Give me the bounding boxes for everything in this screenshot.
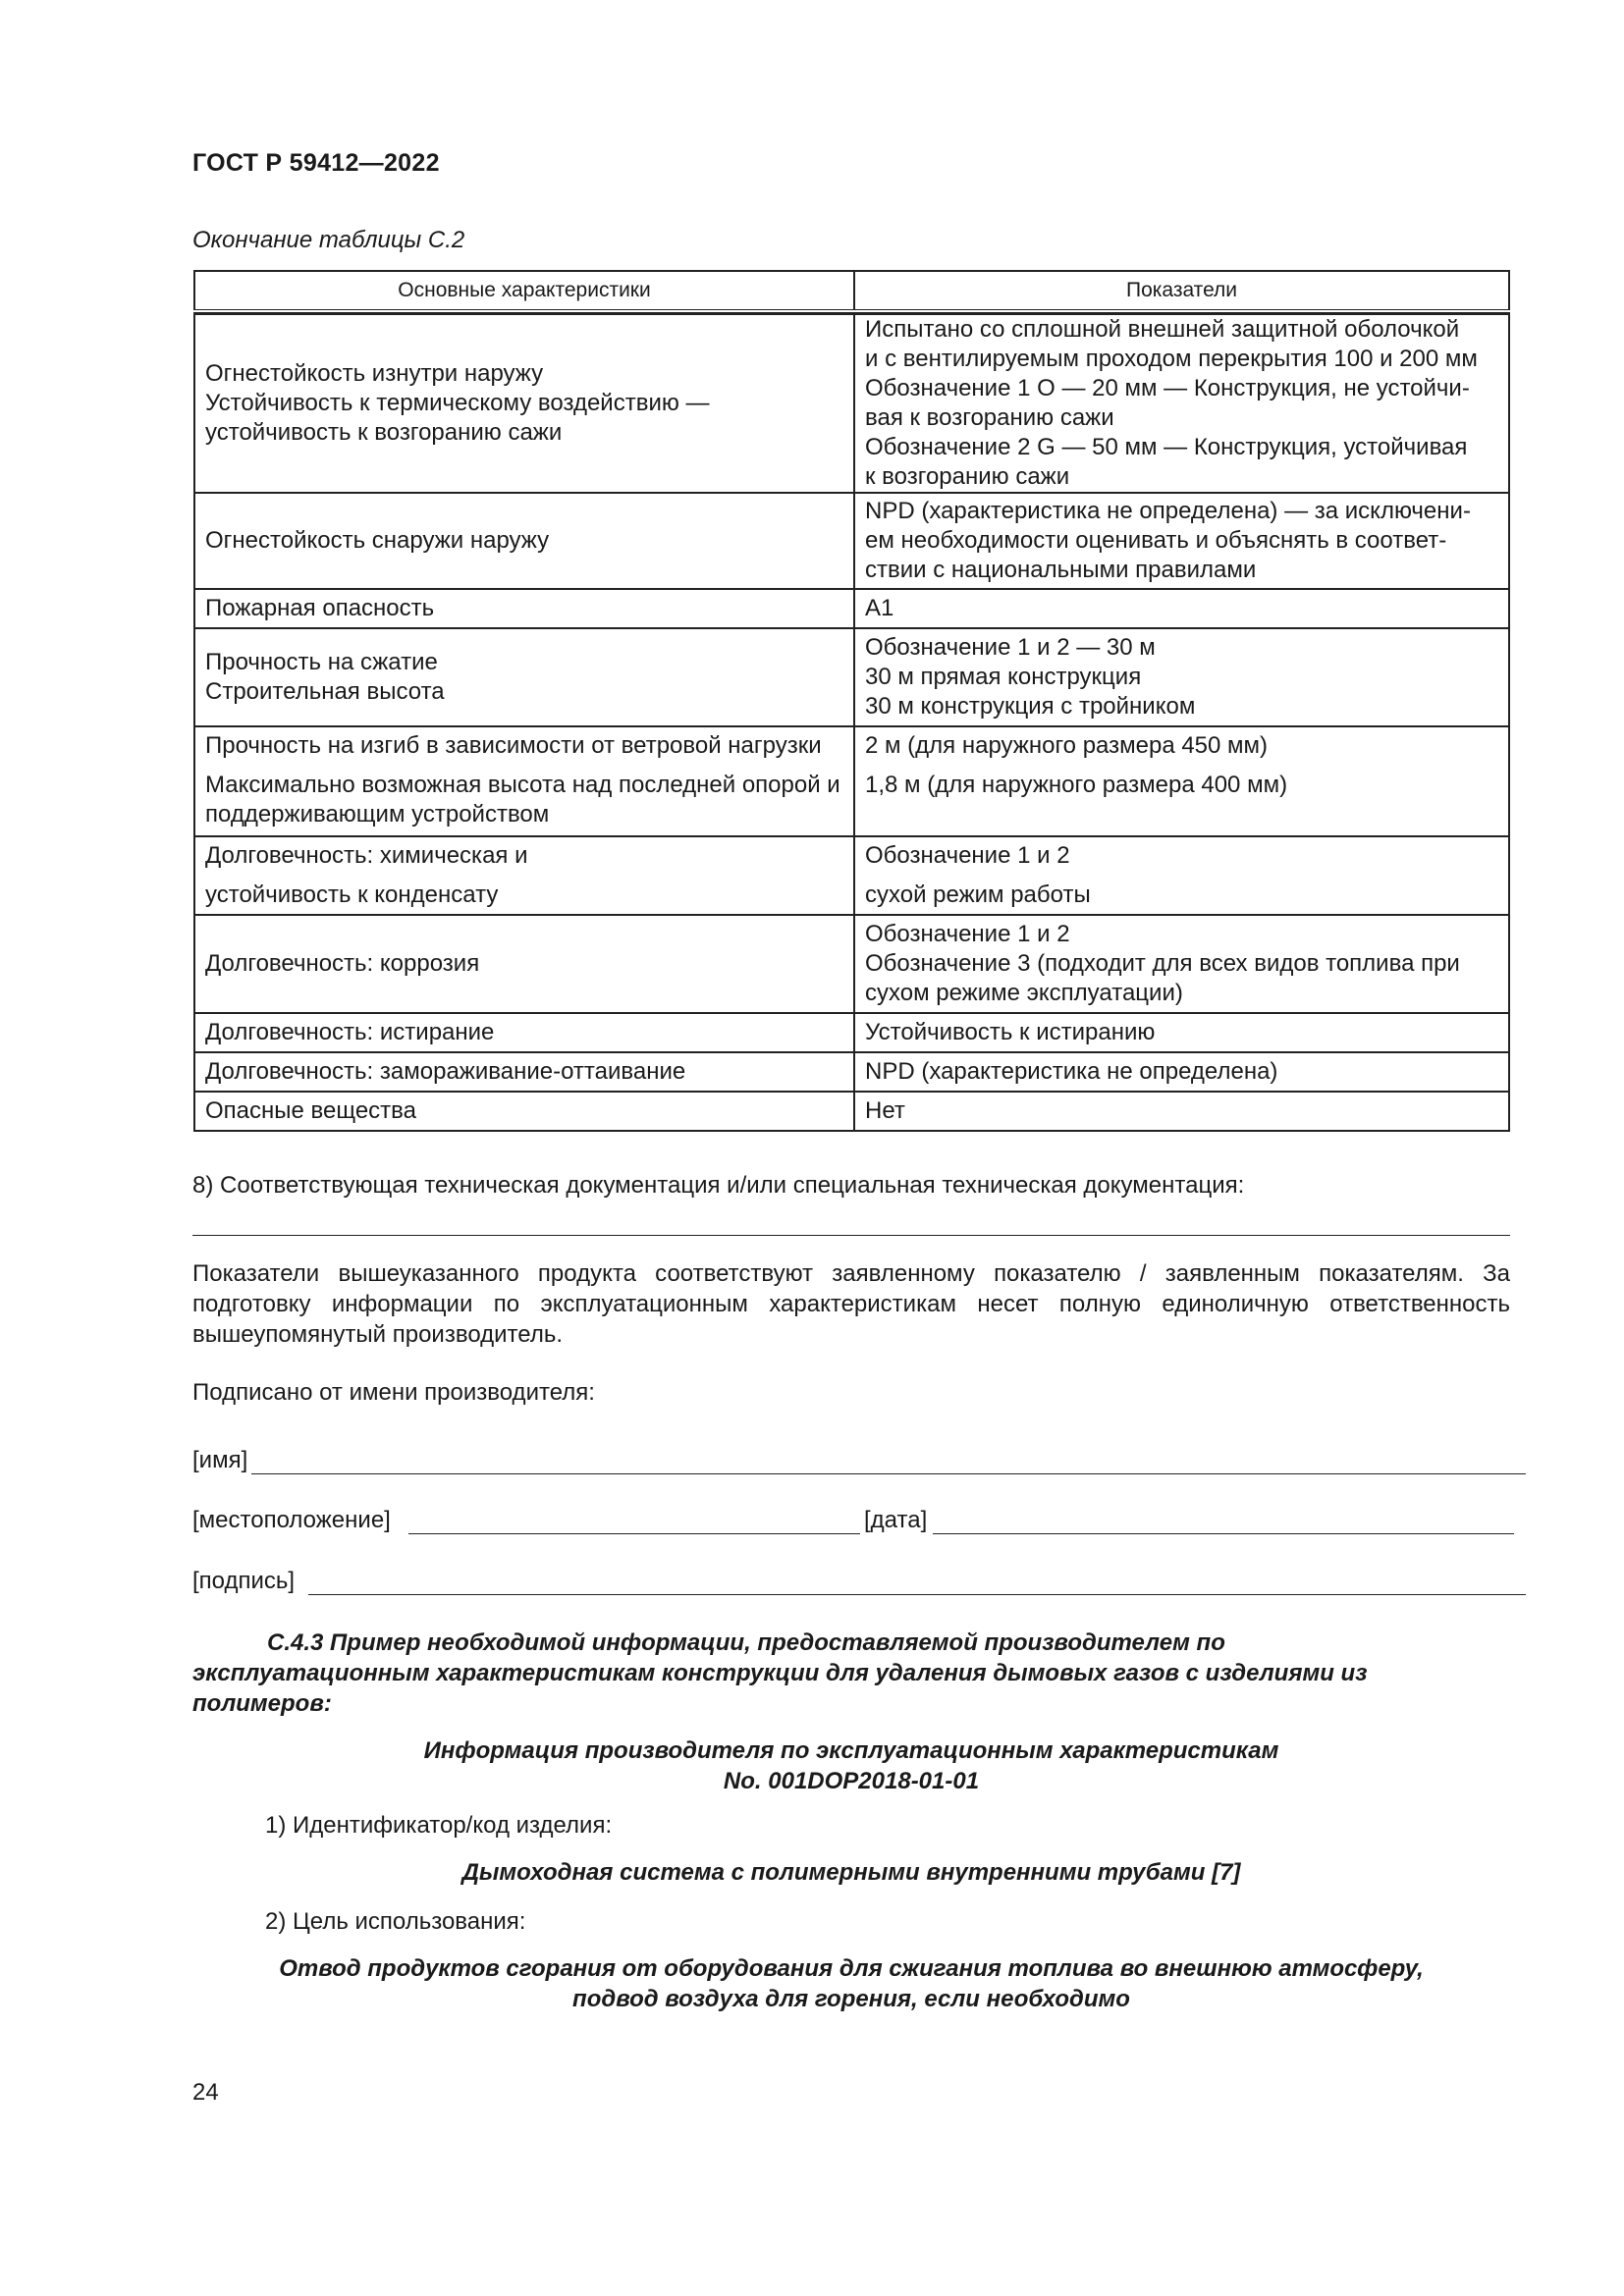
characteristic-cell: Опасные вещества [194, 1092, 854, 1131]
name-field-label: [имя] [192, 1447, 248, 1473]
page-number: 24 [192, 2079, 219, 2106]
value-cell: Обозначение 1 и 2 сухой режим работы [854, 836, 1509, 915]
table-row [194, 915, 1509, 1013]
date-field-line [933, 1533, 1514, 1534]
table-row [194, 1013, 1509, 1052]
value-cell: Устойчивость к истиранию [854, 1013, 1509, 1052]
table-row [194, 628, 1509, 726]
column-header-characteristics: Основные характеристики [194, 271, 854, 311]
characteristic-cell: Долговечность: коррозия [194, 915, 854, 1013]
date-field-label: [дата] [864, 1507, 928, 1533]
characteristic-cell: Долговечность: химическая и устойчивость к конденсату [194, 836, 854, 915]
characteristic-cell: Пожарная опасность [194, 589, 854, 628]
documentation-note: 8) Соответствующая техническая документация и/или специальная техническая документация: [192, 1172, 1245, 1199]
table-row [194, 836, 1509, 915]
responsibility-statement: Показатели вышеуказанного продукта соответствуют заявленному показателю / заявленным показателям. За подготовку информации по эксплуатационным характеристикам несет полную единоличную ответственность вышеупомянутый производитель. [192, 1260, 1510, 1348]
section-heading: С.4.3 Пример необходимой информации, предоставляемой производителем по эксплуатационным характеристикам конструкции для удаления дымовых газов с изделиями из полимеров: [192, 1629, 1368, 1717]
product-code-value: Дымоходная система с полимерными внутренними трубами [7] [461, 1859, 1241, 1886]
documentation-fill-line [192, 1235, 1510, 1236]
characteristic-cell: Огнестойкость изнутри наружу Устойчивость к термическому воздействию — устойчивость к возгоранию сажи [194, 314, 854, 493]
table-row [194, 314, 1509, 493]
characteristic-cell: Прочность на сжатие Строительная высота [194, 628, 854, 726]
table-row [194, 493, 1509, 589]
location-field-line [408, 1533, 860, 1534]
value-cell: A1 [854, 589, 1509, 628]
characteristics-table [193, 270, 1510, 1132]
intended-use-value: Отвод продуктов сгорания от оборудования для сжигания топлива во внешнюю атмосферу, подвод воздуха для горения, если необходимо [279, 1955, 1424, 2012]
characteristic-cell: Долговечность: замораживание-оттаивание [194, 1052, 854, 1092]
table-caption: Окончание таблицы С.2 [192, 227, 465, 253]
table-row [194, 589, 1509, 628]
table-row [194, 726, 1509, 836]
product-code-label: 1) Идентификатор/код изделия: [265, 1812, 613, 1839]
document-header: ГОСТ Р 59412—2022 [192, 149, 440, 177]
signature-field-label: [подпись] [192, 1568, 296, 1594]
characteristic-cell: Долговечность: истирание [194, 1013, 854, 1052]
value-cell: Обозначение 1 и 2 Обозначение 3 (подходит для всех видов топлива при сухом режиме эксплуатации) [854, 915, 1509, 1013]
value-cell: Обозначение 1 и 2 — 30 м 30 м прямая конструкция 30 м конструкция с тройником [854, 628, 1509, 726]
table-row [194, 1092, 1509, 1131]
value-cell: Нет [854, 1092, 1509, 1131]
table-row [194, 1052, 1509, 1092]
value-cell: Испытано со сплошной внешней защитной оболочкой и с вентилируемым проходом перекрытия 100 и 200 мм Обозначение 1 O — 20 мм — Конструкция, не устойчи- вая к возгоранию сажи Обозначение 2 G — 50 мм — Конструкция, устойчивая к возгоранию сажи [854, 314, 1509, 493]
location-field-label: [местоположение] [192, 1507, 391, 1533]
signed-on-behalf: Подписано от имени производителя: [192, 1379, 595, 1406]
name-field-line [251, 1473, 1526, 1474]
value-cell: 2 м (для наружного размера 450 мм) 1,8 м (для наружного размера 400 мм) [854, 726, 1509, 836]
value-cell: NPD (характеристика не определена) — за исключени- ем необходимости оценивать и объяснять в соответ- ствии с национальными правилами [854, 493, 1509, 589]
table-header-row [194, 271, 1509, 311]
intended-use-label: 2) Цель использования: [265, 1908, 526, 1935]
signature-field-line [308, 1594, 1526, 1595]
characteristic-cell: Прочность на изгиб в зависимости от ветровой нагрузки Максимально возможная высота над последней опорой и поддерживающим устройством [194, 726, 854, 836]
column-header-values: Показатели [854, 271, 1509, 311]
characteristic-cell: Огнестойкость снаружи наружу [194, 493, 854, 589]
dop-title: Информация производителя по эксплуатационным характеристикам No. 001DOP2018-01-01 [423, 1737, 1279, 1794]
value-cell: NPD (характеристика не определена) [854, 1052, 1509, 1092]
